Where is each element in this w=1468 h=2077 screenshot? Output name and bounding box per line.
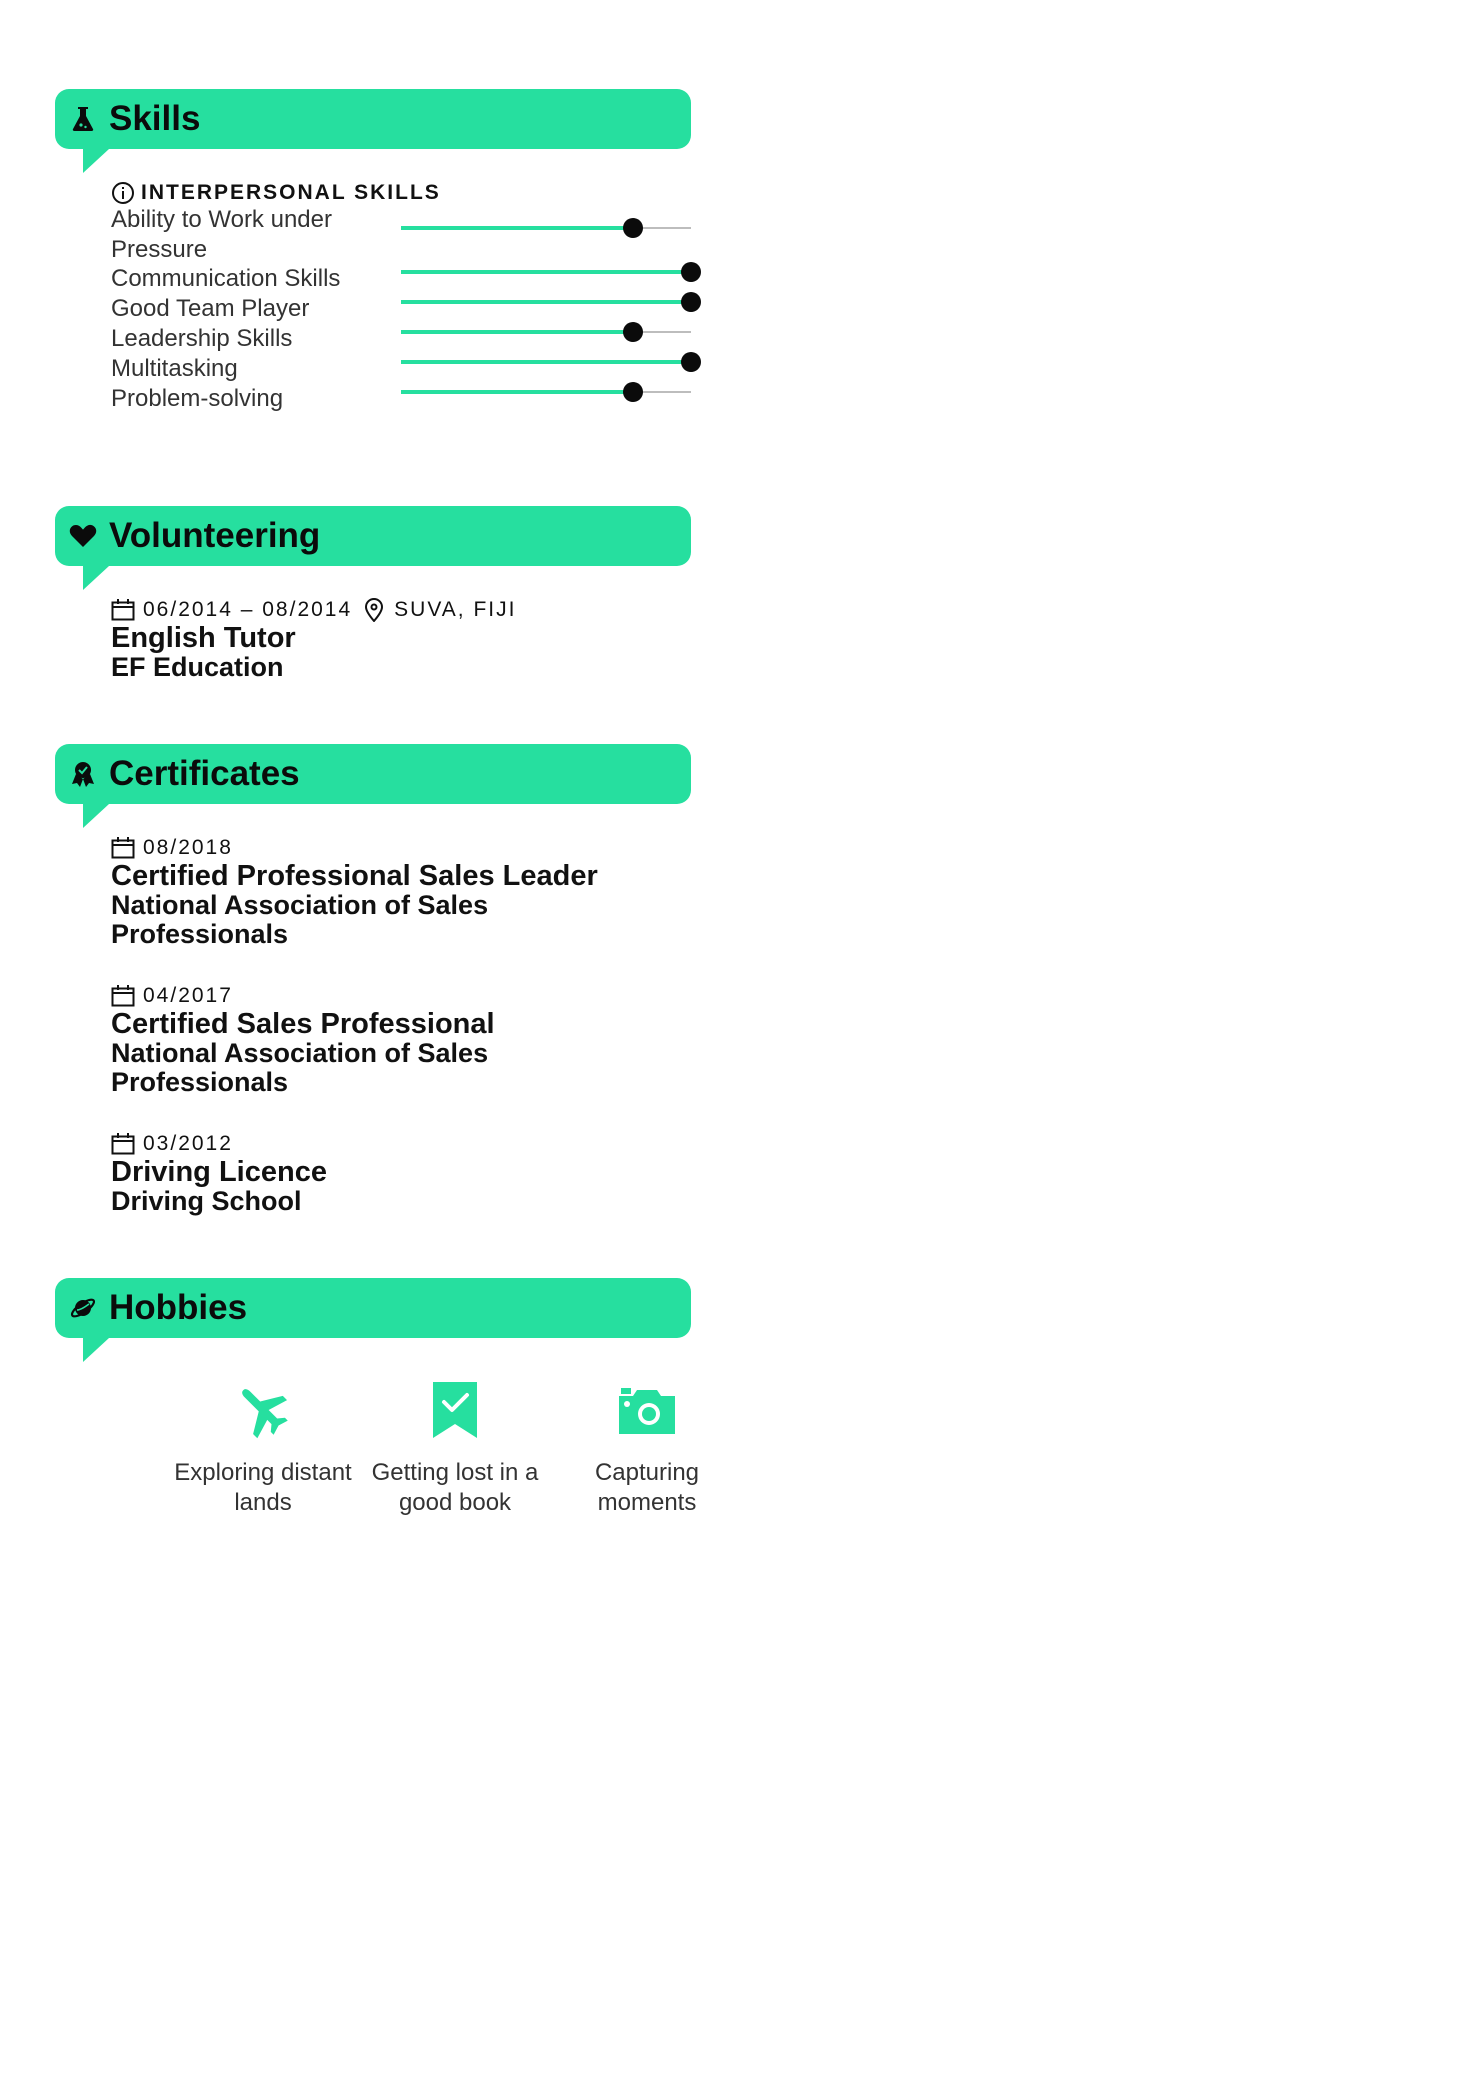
skill-level-fill xyxy=(401,330,633,334)
heart-icon xyxy=(67,520,99,552)
certificates-section xyxy=(55,744,691,1216)
interpersonal-skills-subheading: INTERPERSONAL SKILLS xyxy=(111,181,691,205)
skill-level-knob xyxy=(681,352,701,372)
calendar-icon xyxy=(111,837,135,859)
volunteering-location: SUVA, FIJI xyxy=(394,598,517,621)
skill-level-knob xyxy=(623,322,643,342)
skill-level-fill xyxy=(401,270,691,274)
skill-track xyxy=(401,391,691,393)
certificates-title: Certificates xyxy=(109,754,300,793)
calendar-icon xyxy=(111,1133,135,1155)
skills-title: Skills xyxy=(109,99,201,138)
bookmark-check-icon xyxy=(365,1380,545,1444)
planet-icon xyxy=(67,1292,99,1324)
certificate-date: 03/2012 xyxy=(143,1132,233,1155)
skill-level-knob xyxy=(681,292,701,312)
info-icon xyxy=(111,181,135,205)
certificate-title: Driving Licence xyxy=(111,1156,327,1188)
volunteering-banner xyxy=(55,506,691,566)
camera-icon xyxy=(557,1380,737,1444)
skill-name: Leadership Skills xyxy=(111,325,293,352)
award-icon xyxy=(67,758,99,790)
skill-name: Problem-solving xyxy=(111,385,284,412)
certificate-issuer: National Association of Sales Professionals xyxy=(111,890,489,949)
skill-row xyxy=(111,205,691,265)
certificate-title: Certified Professional Sales Leader xyxy=(111,860,598,892)
skill-name: Communication Skills xyxy=(111,265,341,292)
volunteering-role: English Tutor xyxy=(111,622,296,654)
skill-level-knob xyxy=(681,262,701,282)
volunteering-dates: 06/2014 – 08/2014 xyxy=(143,598,353,621)
certificate-title: Certified Sales Professional xyxy=(111,1008,495,1040)
skill-level-fill xyxy=(401,390,633,394)
skill-row xyxy=(111,324,691,354)
skill-level-knob xyxy=(623,382,643,402)
skill-row xyxy=(111,354,691,384)
certificate-entry xyxy=(111,982,691,1097)
volunteering-meta xyxy=(111,596,691,624)
skill-name: Multitasking xyxy=(111,355,238,382)
location-pin-icon xyxy=(364,598,384,622)
certificates-banner xyxy=(55,744,691,804)
airplane-icon xyxy=(173,1380,353,1444)
hobby-label: Getting lost in a good book xyxy=(371,1459,539,1516)
skill-track xyxy=(401,301,691,303)
hobbies-section xyxy=(55,1278,700,1516)
calendar-icon xyxy=(111,985,135,1007)
certificate-entry xyxy=(111,834,691,949)
skills-section xyxy=(55,89,691,412)
certificate-entry xyxy=(111,1130,691,1216)
volunteering-section xyxy=(55,506,691,682)
skill-level-fill xyxy=(401,360,691,364)
hobby-item xyxy=(365,1380,545,1518)
skill-level-fill xyxy=(401,226,633,230)
hobby-label: Exploring distant lands xyxy=(174,1459,352,1516)
skill-track xyxy=(401,331,691,333)
skill-track xyxy=(401,361,691,363)
skill-level-knob xyxy=(623,218,643,238)
certificate-issuer: National Association of Sales Professionals xyxy=(111,1038,489,1097)
calendar-icon xyxy=(111,599,135,621)
skill-row xyxy=(111,294,691,324)
hobbies-title: Hobbies xyxy=(109,1288,248,1327)
hobbies-banner xyxy=(55,1278,691,1338)
skill-name: Ability to Work under Pressure xyxy=(111,206,332,263)
skill-name: Good Team Player xyxy=(111,295,310,322)
flask-icon xyxy=(67,103,99,135)
volunteering-title: Volunteering xyxy=(109,516,321,555)
skill-track xyxy=(401,271,691,273)
hobby-item xyxy=(557,1380,737,1518)
certificate-date: 08/2018 xyxy=(143,836,233,859)
hobby-item xyxy=(173,1380,353,1518)
skill-track xyxy=(401,227,691,229)
certificate-date: 04/2017 xyxy=(143,984,233,1007)
skill-level-fill xyxy=(401,300,691,304)
hobby-label: Capturing moments xyxy=(594,1459,700,1516)
volunteering-org: EF Education xyxy=(111,652,284,682)
skills-banner xyxy=(55,89,691,149)
skill-row xyxy=(111,384,691,414)
volunteering-entry xyxy=(111,596,691,682)
certificate-issuer: Driving School xyxy=(111,1186,302,1216)
skill-row xyxy=(111,264,691,294)
